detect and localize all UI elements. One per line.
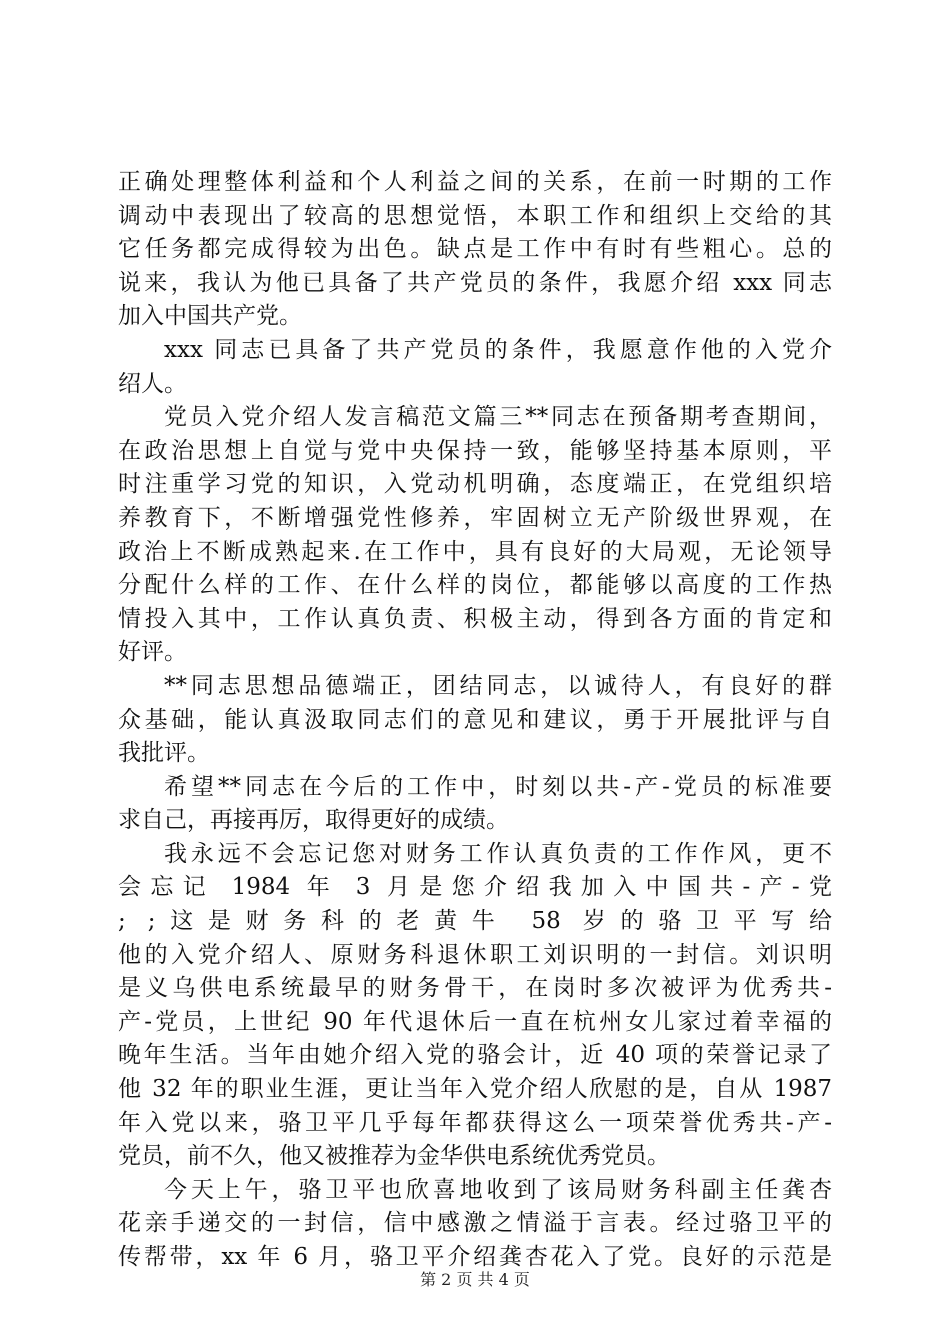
- text-line: 分配什么样的工作、在什么样的岗位，都能够以高度的工作热: [118, 572, 832, 599]
- text-line: 花亲手递交的一封信，信中感激之情溢于言表。经过骆卫平的: [118, 1210, 832, 1237]
- text-line: 是义乌供电系统最早的财务骨干，在岗时多次被评为优秀共-: [118, 975, 832, 1002]
- document-body: [118, 166, 832, 1275]
- text-line: 正确处理整体利益和个人利益之间的关系，在前一时期的工作: [118, 169, 832, 195]
- text-line: 党员，前不久，他又被推荐为金华供电系统优秀党员。: [118, 1143, 670, 1170]
- text-line: 产-党员，上世纪 90 年代退休后一直在杭州女儿家过着幸福的: [118, 1008, 832, 1035]
- text-line: **同志思想品德端正，团结同志，以诚待人，有良好的群: [164, 672, 832, 699]
- text-line: 绍人。: [118, 370, 187, 397]
- text-line: 养教育下，不断增强党性修养，牢固树立无产阶级世界观，在: [118, 504, 832, 531]
- text-line: 今天上午，骆卫平也欣喜地收到了该局财务科副主任龚杏: [164, 1176, 832, 1203]
- text-line: 加入中国共产党。: [118, 303, 302, 330]
- text-line: 我永远不会忘记您对财务工作认真负责的工作作风，更不: [164, 840, 832, 867]
- text-line: 说来，我认为他已具备了共产党员的条件，我愿介绍 xxx 同志: [118, 269, 832, 296]
- page-number-footer: 第 2 页 共 4 页: [420, 1270, 530, 1289]
- text-line: 调动中表现出了较高的思想觉悟，本职工作和组织上交给的其: [118, 202, 832, 229]
- text-line: 晚年生活。当年由她介绍入党的骆会计，近 40 项的荣誉记录了: [118, 1042, 832, 1069]
- text-line: 情投入其中，工作认真负责、积极主动，得到各方面的肯定和: [118, 605, 832, 632]
- text-line: 党员入党介绍人发言稿范文篇三**同志在预备期考查期间，: [164, 404, 832, 431]
- text-line: 求自己，再接再厉，取得更好的成绩。: [118, 807, 509, 834]
- text-line: 众基础，能认真汲取同志们的意见和建议，勇于开展批评与自: [118, 706, 832, 733]
- text-line: 我批评。: [118, 740, 210, 767]
- text-line: 希望**同志在今后的工作中，时刻以共-产-党员的标准要: [164, 773, 832, 800]
- text-line: 好评。: [118, 639, 187, 666]
- text-line: 他 32 年的职业生涯，更让当年入党介绍人欣慰的是，自从 1987: [118, 1076, 832, 1103]
- text-line: 他的入党介绍人、原财务科退休职工刘识明的一封信。刘识明: [118, 941, 832, 968]
- text-line: 时注重学习党的知识，入党动机明确，态度端正，在党组织培: [118, 471, 832, 498]
- text-line: xxx 同志已具备了共产党员的条件，我愿意作他的入党介: [164, 336, 832, 363]
- text-line: 它任务都完成得较为出色。缺点是工作中有时有些粗心。总的: [118, 236, 832, 263]
- text-line: 政治上不断成熟起来.在工作中，具有良好的大局观，无论领导: [118, 538, 832, 565]
- text-line: ; ;这是财务科的老黄牛 58 岁的骆卫平写给: [118, 908, 832, 935]
- text-line: 传帮带，xx 年 6 月，骆卫平介绍龚杏花入了党。良好的示范是: [118, 1244, 832, 1270]
- text-line: 在政治思想上自觉与党中央保持一致，能够坚持基本原则，平: [118, 437, 832, 464]
- text-line: 会忘记 1984 年 3 月是您介绍我加入中国共-产-党: [118, 874, 832, 901]
- text-line: 年入党以来，骆卫平几乎每年都获得这么一项荣誉优秀共-产-: [118, 1109, 832, 1136]
